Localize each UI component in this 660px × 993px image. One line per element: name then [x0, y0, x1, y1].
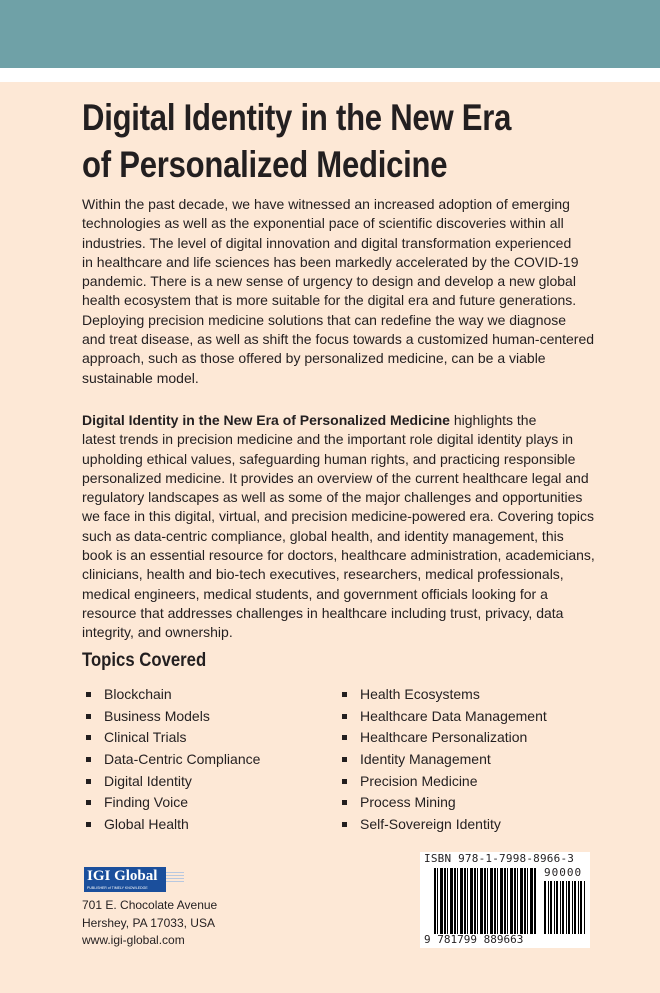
logo-tagline: PUBLISHER of TIMELY KNOWLEDGE [87, 886, 148, 890]
top-color-band [0, 0, 660, 68]
description-paragraph-2 [82, 411, 595, 643]
topics-list-left [86, 684, 260, 836]
paragraph-line: such as data-centric compliance, global health, and identity management, this [82, 527, 564, 544]
book-title-inline: Digital Identity in the New Era of Personalized Medicine [82, 412, 450, 428]
topic-item: Clinical Trials [86, 727, 260, 749]
book-title [82, 94, 511, 188]
description-paragraph-1 [82, 195, 594, 388]
publisher-address [82, 897, 217, 950]
paragraph-line: integrity, and ownership. [82, 624, 233, 641]
paragraph-line: technologies as well as the exponential pace of scientific discoveries within all [82, 215, 564, 232]
price-code: 90000 [544, 866, 583, 879]
barcode-bars [434, 868, 536, 934]
line-text: highlights the [449, 412, 537, 428]
paragraph-line: industries. The level of digital innovation and digital transformation experienced [82, 234, 572, 251]
paragraph-line: personalized medicine. It provides an overview of the current healthcare legal and [82, 469, 589, 486]
topic-item: Data-Centric Compliance [86, 749, 260, 771]
topics-heading: Topics Covered [82, 650, 207, 671]
topic-item: Finding Voice [86, 792, 260, 814]
topic-item: Process Mining [342, 792, 547, 814]
paragraph-line: Within the past decade, we have witnessed an increased adoption of emerging [82, 196, 570, 212]
website: www.igi-global.com [82, 933, 185, 947]
topic-item: Self-Sovereign Identity [342, 814, 547, 836]
white-stripe [0, 68, 660, 82]
paragraph-line: clinicians, health and bio-tech executives, researchers, medical professionals, [82, 566, 564, 583]
topics-list-right [342, 684, 547, 836]
paragraph-line: book is an essential resource for doctors, healthcare administration, academicians, [82, 547, 595, 564]
paragraph-line: sustainable model. [82, 369, 199, 386]
logo-lines-graphic [166, 872, 184, 882]
topic-item: Digital Identity [86, 771, 260, 793]
topic-item: Healthcare Data Management [342, 706, 547, 728]
paragraph-line: regulatory landscapes as well as some of the major challenges and opportunities [82, 489, 583, 506]
isbn-text: ISBN 978-1-7998-8966-3 [424, 852, 575, 865]
isbn-barcode [420, 852, 590, 948]
topic-item: Blockchain [86, 684, 260, 706]
paragraph-line: health ecosystem that is more suitable for the digital era and future generations. [82, 292, 577, 309]
paragraph-line: Deploying precision medicine solutions that can redefine the way we diagnose [82, 311, 567, 328]
topic-item: Health Ecosystems [342, 684, 547, 706]
topic-item: Healthcare Personalization [342, 727, 547, 749]
barcode-digits: 9 781799 889663 [424, 933, 524, 946]
title-line: Digital Identity in the New Era [82, 97, 512, 138]
paragraph-line: upholding ethical values, safeguarding human rights, and practicing responsible [82, 450, 576, 467]
topic-item: Identity Management [342, 749, 547, 771]
topic-item: Precision Medicine [342, 771, 547, 793]
paragraph-line: latest trends in precision medicine and the important role digital identity plays in [82, 431, 574, 448]
address-line: Hershey, PA 17033, USA [82, 915, 215, 930]
paragraph-line: approach, such as those offered by personalized medicine, can be a viable [82, 350, 546, 367]
paragraph-line: we face in this digital, virtual, and precision medicine-powered era. Covering topics [82, 508, 595, 525]
paragraph-line: and treat disease, as well as shift the focus towards a customized human-centered [82, 331, 595, 348]
paragraph-line [82, 411, 595, 430]
price-barcode-bars [544, 881, 586, 934]
paragraph-line: in healthcare and life sciences has been markedly accelerated by the COVID-19 [82, 253, 579, 270]
paragraph-line: medical engineers, medical students, and government officials looking for a [82, 585, 548, 602]
paragraph-line: resource that addresses challenges in healthcare including trust, privacy, data [82, 604, 564, 621]
publisher-logo [84, 867, 166, 892]
address-line: 701 E. Chocolate Avenue [82, 898, 218, 912]
logo-text: IGI Global [87, 868, 158, 884]
topic-item: Business Models [86, 706, 260, 728]
topic-item: Global Health [86, 814, 260, 836]
paragraph-line: pandemic. There is a new sense of urgency to design and develop a new global [82, 273, 576, 290]
title-line: of Personalized Medicine [82, 144, 448, 185]
